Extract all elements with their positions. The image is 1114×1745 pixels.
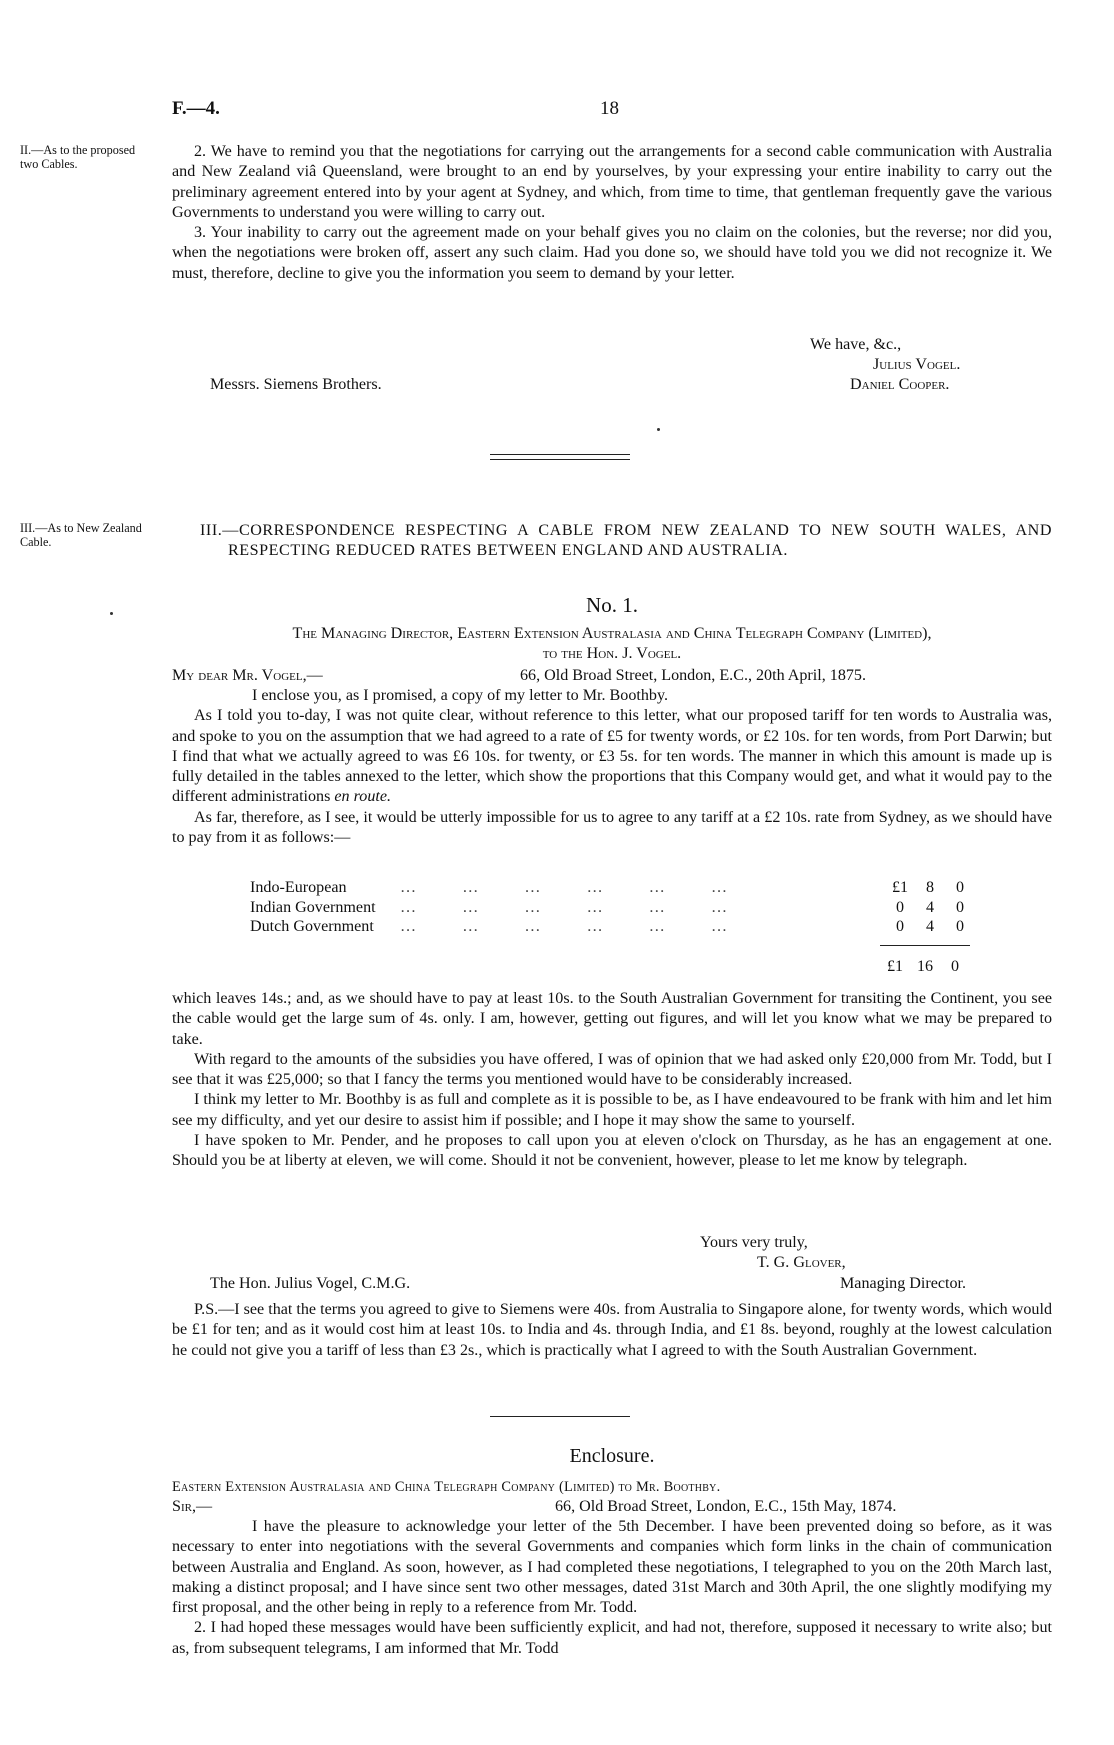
section-three-heading: III.—CORRESPONDENCE RESPECTING A CABLE FROM NEW ZEALAND TO NEW SOUTH WALES, AND RESPECTING REDUCED RATES BETWEEN ENGLAND AND AUSTRALIA. [200,522,1052,560]
paper-reference: F.—4. [172,98,220,119]
letter-body-part2 [172,989,1052,1172]
letter-p3: As far, therefore, as I see, it would be utterly impossible for us to agree to any tariff at a £2 10s. rate from Sydney, as we should have to pay from it as follows:— [172,808,1052,847]
letter-p2: As I told you to-day, I was not quite clear, without reference to this letter, what our proposed tariff for ten words to Australia was, and spoke to you on the assumption that we had agreed to a rate of £5 for twenty words, or £2 10s. for ten words, from Port Darwin; but I find that what we actually agreed to was £6 10s. for twenty, or £3 5s. for ten words. The manner in which this amount is made up is fully detailed in the tables annexed to the letter, which show the proportions that this Company would get, and what it would pay to the different administrations en route. [172,707,1052,806]
closing-we-have: We have, &c., [810,336,902,353]
rate-pounds: 0 [895,918,905,935]
section-two-body [172,142,1052,284]
total-pounds: £1 [886,958,904,975]
total-rule [880,945,970,946]
rate-pence: 0 [955,898,965,916]
rate-leaders [400,898,885,918]
sidenote-two-cables: II.—As to the proposed two Cables. [20,143,136,171]
letter-body-part1 [172,686,1052,848]
rate-shillings: 4 [925,918,935,935]
enclosure-body [172,1517,1052,1659]
enclosure-p2: 2. I had hoped these messages would have been sufficiently explicit, and had not, therefore, supposed it necessary to write also; but as, from subsequent telegrams, I am informed that Mr. Todd [172,1619,1052,1657]
rate-leaders [400,917,885,937]
closing-yours-truly: Yours very truly, [700,1234,808,1251]
paragraph-3: 3. Your inability to carry out the agreement made on your behalf gives you no claim on the colonies, but the reverse; nor did you, when the negotiations were broken off, assert any such claim. Had you done so, we should have told you we did not recognize it. We must, therefore, decline to give you the information you seem to demand by your letter. [172,224,1052,282]
rate-shillings: 4 [925,898,935,916]
letter-number: No. 1. [586,593,638,617]
total-shillings: 16 [916,958,934,975]
signer-julius-vogel: Julius Vogel. [873,356,961,373]
page-header [172,98,1052,122]
letter-p6: I think my letter to Mr. Boothby is as full and complete as it is possible to be, as I have endeavoured to be frank with him and let him see my difficulty, and yet our desire to assist him if possible; and I hope it may show the same to yourself. [172,1091,1052,1129]
letter-p4: which leaves 14s.; and, as we should have to pay at least 10s. to the South Australian Government for transiting the Continent, you see the cable would get the large sum of 4s. only. I am, however, getting out figures, and will let you know what we may be prepared to take. [172,990,1052,1048]
enclosure-divider [490,1416,630,1417]
print-speck [657,428,660,431]
from-line-1: The Managing Director, Eastern Extension Australasia and China Telegraph Company (Limited), [292,625,932,642]
section-divider-bottom [490,459,630,460]
rate-row [250,917,975,937]
dot-leaders: … … … … … … [400,918,734,935]
paragraph-2: 2. We have to remind you that the negotiations for carrying out the arrangements for a second cable communication with Australia and New Zealand viâ Queensland, were brought to an end by yourselves, by your expressing your entire inability to carry out the preliminary agreement entered into by your agent at Sydney, and which, from time to time, that gentleman frequently gave the various Governments to understand you were willing to carry out. [172,143,1052,221]
letter-from-line [172,624,1052,665]
rate-name: Indian Government [250,898,376,916]
enclosure-from-line: Eastern Extension Australasia and China Telegraph Company (Limited) to Mr. Boothby. [172,1479,721,1495]
rate-leaders [400,878,885,898]
rate-row [250,878,975,898]
page-number: 18 [600,98,619,119]
from-line-2: to the Hon. J. Vogel. [542,645,682,663]
rate-pounds: 0 [895,898,905,916]
rate-name: Dutch Government [250,918,374,935]
letter-p5: With regard to the amounts of the subsidies you have offered, I was of opinion that we had asked only £20,000 from Mr. Todd, but I see that it was £25,000; so that I fancy the terms you mentioned would have to be considerably increased. [172,1050,1052,1089]
signer-glover: T. G. Glover, [757,1254,846,1271]
letter-p1: I enclose you, as I promised, a copy of my letter to Mr. Boothby. [252,687,668,704]
signer-daniel-cooper: Daniel Cooper. [850,376,950,393]
addressee-vogel: The Hon. Julius Vogel, C.M.G. [210,1275,411,1292]
letter-p7: I have spoken to Mr. Pender, and he proposes to call upon you at eleven o'clock on Thursday, as he has an engagement at one. Should you be at liberty at eleven, we will come. Should it not be convenient, however, please to let me know by telegraph. [172,1132,1052,1170]
salutation-vogel: My dear Mr. Vogel,— [172,667,323,684]
rate-pounds: £1 [891,879,909,896]
rates-table [250,878,975,937]
postscript-text: P.S.—I see that the terms you agreed to give to Siemens were 40s. from Australia to Singapore alone, for twenty words, which would be £1 for ten; and as it would cost him at least 10s. to India and 4s. through India, and £1 8s. beyond, roughly at the lowest calculation he could not give you a tariff of less than £3 2s., which is practically what I agreed to with the South Australian Government. [172,1301,1052,1359]
rates-total [880,958,970,976]
postscript [172,1300,1052,1361]
salutation-sir: Sir,— [172,1498,213,1515]
rate-name: Indo-European [250,879,347,896]
sidenote-nz-cable: III.—As to New Zealand Cable. [20,521,142,549]
address-date-1874: 66, Old Broad Street, London, E.C., 15th May, 1874. [555,1498,897,1515]
margin-speck [110,612,113,615]
address-date-1875: 66, Old Broad Street, London, E.C., 20th April, 1875. [520,667,866,684]
rate-row [250,898,975,918]
section-divider-top [490,454,630,455]
enclosure-title: Enclosure. [569,1445,655,1467]
addressee-siemens: Messrs. Siemens Brothers. [210,376,382,393]
signer-title: Managing Director. [840,1275,967,1292]
rate-shillings: 8 [925,879,935,896]
rate-pence: 0 [955,918,965,935]
total-pence: 0 [950,958,960,975]
dot-leaders: … … … … … … [400,879,734,896]
enclosure-p1: I have the pleasure to acknowledge your letter of the 5th December. I have been prevented doing so before, as it was necessary to enter into negotiations with the several Governments and companies which form links in the chain of communication between Australia and England. As soon, however, as I had completed these negotiations, I telegraphed to you on the 20th March last, making a distinct proposal; and I have since sent two other messages, dated 31st March and 30th April, the one slightly modifying my first proposal, and the other being in reply to a reference from Mr. Todd. [172,1518,1052,1617]
dot-leaders: … … … … … … [400,898,734,916]
rate-pence: 0 [955,879,965,896]
